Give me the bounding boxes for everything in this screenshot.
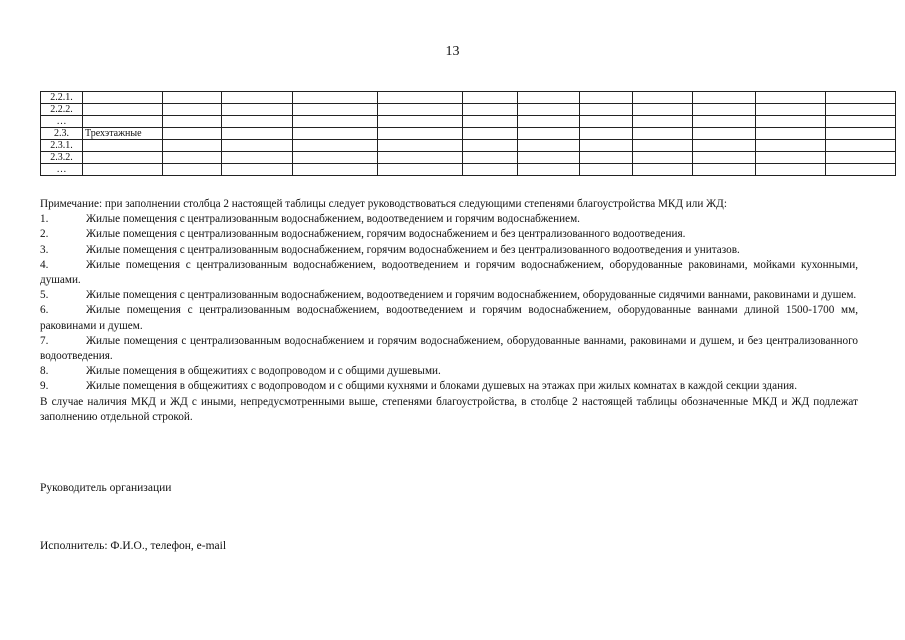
- note-item: [40, 303, 858, 333]
- executor-label: Исполнитель: Ф.И.О., телефон, e-mail: [40, 540, 227, 552]
- note-item-text: Жилые помещения с централизованным водоснабжением, водоотведением и горячим водоснабжением, оборудованные сидячими ваннами, раковинами и душем.: [86, 289, 857, 302]
- note-item-text: Жилые помещения с централизованным водоснабжением, водоотведением и горячим водоснабжением.: [86, 213, 580, 226]
- notes-section: [40, 197, 858, 425]
- note-item-number: 9.: [40, 380, 49, 393]
- page-number: 13: [445, 44, 460, 59]
- note-item-text: Жилые помещения с централизованным водоснабжением, водоотведением и горячим водоснабжением, оборудованные ваннами длиной 1500-1700 мм, раковинами и душем.: [40, 304, 858, 332]
- row-name: [83, 116, 163, 128]
- row-name: [83, 92, 163, 104]
- table-row: [41, 104, 896, 116]
- row-number: 2.3.: [41, 128, 83, 140]
- note-item-number: 8.: [40, 365, 49, 378]
- row-name: [83, 164, 163, 176]
- table-row: [41, 92, 896, 104]
- row-number: …: [41, 116, 83, 128]
- table-row: [41, 152, 896, 164]
- note-item-number: 6.: [40, 304, 49, 317]
- note-item-number: 4.: [40, 258, 49, 271]
- note-item-text: Жилые помещения с централизованным водоснабжением и горячим водоснабжением, оборудованные ваннами, раковинами и душем, и без централизованного водоотведения.: [40, 334, 858, 363]
- row-number: 2.2.2.: [41, 104, 83, 116]
- table-row: [41, 128, 896, 140]
- note-item: [40, 258, 858, 288]
- note-intro: Примечание: при заполнении столбца 2 настоящей таблицы следует руководствоваться следующими степенями благоустройства МКД или ЖД:: [40, 198, 727, 210]
- row-name: [83, 152, 163, 164]
- note-item: [40, 379, 858, 394]
- note-item: [40, 334, 858, 364]
- note-item: [40, 227, 858, 242]
- note-item: [40, 243, 858, 258]
- signature-label: Руководитель организации: [40, 482, 172, 494]
- data-table: [40, 91, 896, 176]
- note-item-text: Жилые помещения в общежитиях с водопроводом и с общими кухнями и блоками душевых на этажах при жилых комнатах в каждой секции здания.: [86, 380, 797, 393]
- note-item-number: 7.: [40, 334, 49, 347]
- row-number: 2.3.2.: [41, 152, 83, 164]
- note-item-number: 3.: [40, 243, 49, 256]
- note-item: [40, 288, 858, 303]
- table-row: [41, 140, 896, 152]
- note-item-text: Жилые помещения в общежитиях с водопроводом и с общими душевыми.: [86, 365, 441, 378]
- note-item-text: Жилые помещения с централизованным водоснабжением, горячим водоснабжением и без централизованного водоотведения.: [86, 228, 686, 241]
- table-row: [41, 116, 896, 128]
- note-item-number: 5.: [40, 289, 49, 302]
- row-name: [83, 104, 163, 116]
- note-item-text: Жилые помещения с централизованным водоснабжением, водоотведением и горячим водоснабжением, оборудованные раковинами, мойками кухонными, душами.: [40, 258, 858, 287]
- row-number: 2.2.1.: [41, 92, 83, 104]
- row-number: 2.3.1.: [41, 140, 83, 152]
- note-item-text: Жилые помещения с централизованным водоснабжением, горячим водоснабжением и без централизованного водоотведения и унитазов.: [86, 243, 740, 256]
- note-item: [40, 364, 858, 379]
- table-row: [41, 164, 896, 176]
- note-closing: В случае наличия МКД и ЖД с иными, непредусмотренными выше, степенями благоустройства, в столбце 2 настоящей таблицы обозначенные МКД и ЖД подлежат заполнению отдельной строкой.: [40, 395, 858, 423]
- row-number: …: [41, 164, 83, 176]
- note-item-number: 2.: [40, 228, 49, 241]
- row-name: Трехэтажные: [83, 128, 163, 140]
- table-body: [41, 92, 896, 176]
- note-item-number: 1.: [40, 213, 49, 226]
- row-name: [83, 140, 163, 152]
- note-item: [40, 212, 858, 227]
